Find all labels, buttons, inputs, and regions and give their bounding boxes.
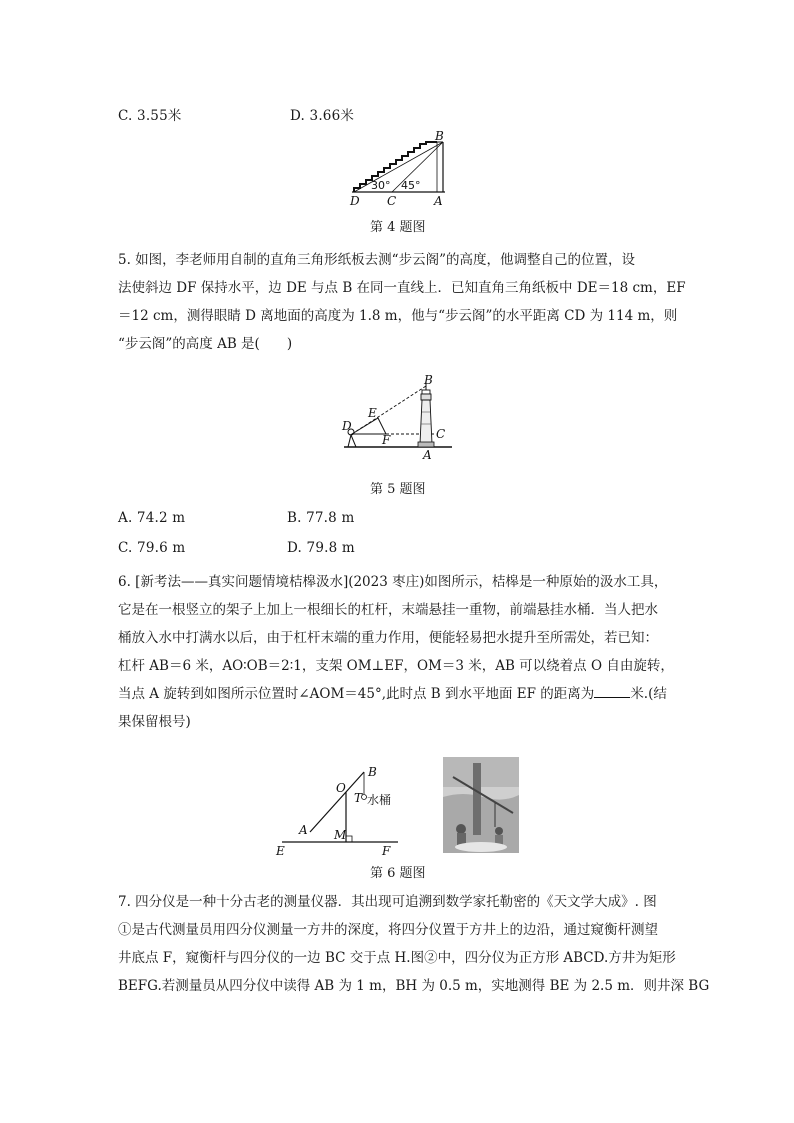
answer-blank[interactable] bbox=[594, 685, 630, 698]
q7-line-1: 7. 四分仪是一种十分古老的测量仪器．其出现可追溯到数学家托勒密的《天文学大成》. 图 bbox=[118, 894, 657, 910]
q6-label-m: M bbox=[334, 828, 347, 842]
q6-figure bbox=[270, 760, 400, 860]
q6-line-5-before: 当点 A 旋转到如图所示位置时∠AOM＝45°,此时点 B 到水平地面 EF 的距离为 bbox=[118, 686, 595, 702]
q4-label-c: C bbox=[387, 194, 397, 208]
q7-line-2: ①是古代测量员用四分仪测量一方井的深度，将四分仪置于方井上的边沿，通过窥衡杆测望 bbox=[118, 922, 658, 938]
q4-label-d: D bbox=[350, 194, 360, 208]
q5-label-c: C bbox=[436, 427, 446, 441]
q5-text bbox=[118, 246, 686, 358]
q5-line-3: ＝12 cm，测得眼睛 D 离地面的高度为 1.8 m，他与“步云阁”的水平距离 CD 为 114 m，则 bbox=[118, 308, 678, 324]
q6-line-2: 它是在一根竖立的架子上加上一根细长的杠杆，末端悬挂一重物，前端悬挂水桶．当人把水 bbox=[118, 602, 658, 618]
q6-bucket-text: 水桶 bbox=[367, 793, 392, 807]
q4-option-c: C. 3.55米 bbox=[118, 108, 182, 124]
q5-line-4: “步云阁”的高度 AB 是( ) bbox=[118, 336, 293, 352]
q4-label-b: B bbox=[435, 130, 444, 143]
q5-label-d: D bbox=[342, 419, 352, 433]
q6-label-o: O bbox=[336, 781, 346, 795]
q6-line-6: 果保留根号) bbox=[118, 714, 191, 730]
q6-label-a: A bbox=[299, 823, 308, 837]
q6-line-3: 桶放入水中打满水以后，由于杠杆末端的重力作用，便能轻易把水提升至所需处，若已知： bbox=[118, 630, 658, 646]
q6-label-e: E bbox=[276, 844, 285, 858]
q5-option-d: D. 79.8 m bbox=[287, 540, 355, 556]
q4-option-d: D. 3.66米 bbox=[290, 108, 355, 124]
q6-caption: 第 6 题图 bbox=[370, 866, 426, 881]
q6-photo bbox=[443, 757, 519, 853]
q6-label-b: B bbox=[368, 765, 377, 779]
q6-label-f: F bbox=[382, 844, 391, 858]
staircase-diagram bbox=[342, 130, 462, 212]
q6-line-5-after: 米.(结 bbox=[630, 686, 667, 702]
q5-label-a: A bbox=[423, 448, 432, 462]
q5-label-f: F bbox=[382, 433, 391, 447]
q5-label-b: B bbox=[424, 373, 433, 387]
q6-line-5 bbox=[118, 680, 680, 708]
q7-line-3: 井底点 F，窥衡杆与四分仪的一边 BC 交于点 H.图②中，四分仪为正方形 ABCD.方井为矩形 bbox=[118, 950, 676, 966]
q5-option-c: C. 79.6 m bbox=[118, 540, 186, 556]
tower-diagram bbox=[336, 372, 466, 462]
q4-angle-30: 30° bbox=[371, 179, 391, 192]
q6-text bbox=[118, 568, 680, 736]
q5-figure bbox=[336, 372, 466, 462]
q6-label-t: T bbox=[354, 791, 363, 805]
q5-label-e: E bbox=[368, 406, 377, 420]
q5-caption: 第 5 题图 bbox=[370, 482, 426, 497]
q4-angle-45: 45° bbox=[401, 179, 421, 192]
q7-text bbox=[118, 888, 710, 1000]
q5-line-1: 5. 如图，李老师用自制的直角三角形纸板去测“步云阁”的高度，他调整自己的位置，设 bbox=[118, 252, 635, 268]
q6-line-1: 6. [新考法——真实问题情境桔槔汲水](2023 枣庄)如图所示，桔槔是一种原始的汲水工具， bbox=[118, 574, 668, 590]
q4-caption: 第 4 题图 bbox=[370, 220, 426, 235]
q7-line-4: BEFG.若测量员从四分仪中读得 AB 为 1 m，BH 为 0.5 m，实地测得 BE 为 2.5 m．则井深 BG bbox=[118, 978, 710, 994]
q5-option-a: A. 74.2 m bbox=[118, 510, 186, 526]
lever-diagram bbox=[270, 760, 400, 860]
q4-figure bbox=[342, 130, 462, 212]
q5-line-2: 法使斜边 DF 保持水平，边 DE 与点 B 在同一直线上．已知直角三角纸板中 DE＝18 cm，EF bbox=[118, 280, 686, 296]
q6-line-4: 杠杆 AB＝6 米，AO∶OB＝2∶1，支架 OM⊥EF，OM＝3 米，AB 可以绕着点 O 自由旋转， bbox=[118, 658, 674, 674]
q4-label-a: A bbox=[434, 194, 443, 208]
well-sweep-illustration bbox=[443, 757, 519, 853]
q5-option-b: B. 77.8 m bbox=[287, 510, 355, 526]
